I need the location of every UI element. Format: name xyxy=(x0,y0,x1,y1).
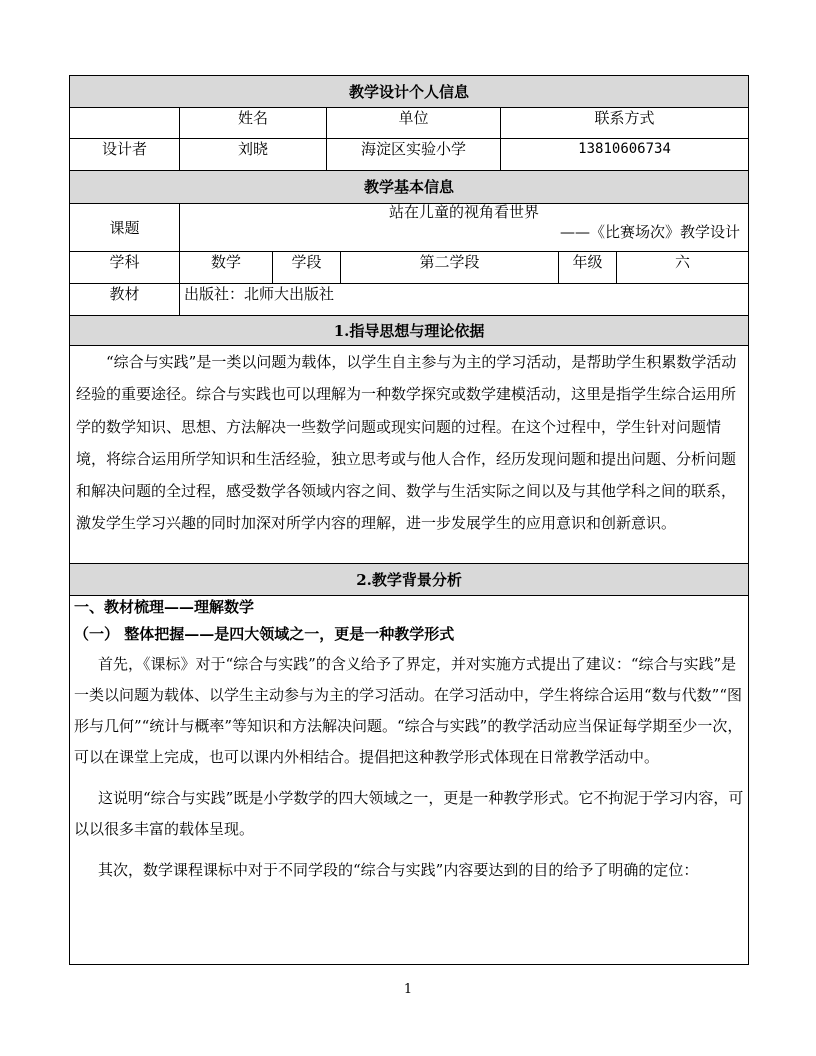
blank-cell xyxy=(70,108,180,139)
lesson-plan-table xyxy=(69,75,749,965)
page-number: 1 xyxy=(403,982,413,997)
basic-info-header-row xyxy=(70,171,749,204)
designer-name: 刘晓 xyxy=(180,139,327,171)
personal-info-header-row xyxy=(70,76,749,108)
section1-paragraph: “综合与实践”是一类以问题为载体，以学生自主参与为主的学习活动，是帮助学生积累数学活动经验的重要途径。综合与实践也可以理解为一种数学探究或数学建模活动，这里是指学生综合运用所学的数学知识、思想、方法解决一些数学问题或现实问题的过程。在这个过程中，学生针对问题情境，将综合运用所学知识和生活经验，独立思考或与他人合作，经历发现问题和提出问题、分析问题和解决问题的全过程，感受数学各领域内容之间、数学与生活实际之间以及与其他学科之间的联系，激发学生学习兴趣的同时加深对所学内容的理解，进一步发展学生的应用意识和创新意识。 xyxy=(76,353,737,533)
section2-paragraph-1: 首先，《课标》对于“综合与实践”的含义给予了界定，并对实施方式提出了建议：“综合与实践”是一类以问题为载体、以学生主动参与为主的学习活动。在学习活动中，学生将综合运用“数与代数”“图形与几何”“统计与概率”等知识和方法解决问题。“综合与实践”的教学活动应当保证每学期至少一次，可以在课堂上完成，也可以课内外相结合。提倡把这种教学形式体现在日常教学活动中。 xyxy=(74,655,743,766)
section2-body xyxy=(70,596,749,965)
section2-heading: 一、教材梳理——理解数学 xyxy=(74,598,255,616)
designer-row xyxy=(70,139,749,171)
basic-info-header: 教学基本信息 xyxy=(70,171,749,204)
section2-paragraph-3: 其次，数学课程课标中对于不同学段的“综合与实践”内容要达到的目的给予了明确的定位： xyxy=(98,861,699,879)
subject-row xyxy=(70,252,749,284)
designer-contact: 13810606734 xyxy=(501,139,749,171)
grade-label: 年级 xyxy=(559,252,617,284)
topic-subtitle: ——《比赛场次》教学设计 xyxy=(560,223,741,241)
topic-row xyxy=(70,204,749,252)
col-contact-label: 联系方式 xyxy=(501,108,749,139)
section1-header: 1.指导思想与理论依据 xyxy=(70,316,749,346)
section1-header-row xyxy=(70,316,749,346)
section2-paragraph-2: 这说明“综合与实践”既是小学数学的四大领域之一，更是一种教学形式。它不拘泥于学习内容，可以以很多丰富的载体呈现。 xyxy=(74,789,744,838)
section2-header: 2.教学背景分析 xyxy=(70,564,749,596)
col-unit-label: 单位 xyxy=(327,108,501,139)
designer-label: 设计者 xyxy=(70,139,180,171)
personal-info-header: 教学设计个人信息 xyxy=(70,76,749,108)
col-name-label: 姓名 xyxy=(180,108,327,139)
topic-label: 课题 xyxy=(70,204,180,252)
topic-cell xyxy=(180,204,749,252)
textbook-value: 出版社：北师大出版社 xyxy=(180,284,749,316)
grade-value: 六 xyxy=(617,252,749,284)
topic-title: 站在儿童的视角看世界 xyxy=(389,203,540,221)
designer-unit: 海淀区实验小学 xyxy=(327,139,501,171)
section2-body-row xyxy=(70,596,749,965)
personal-info-columns-row xyxy=(70,108,749,139)
stage-value: 第二学段 xyxy=(341,252,559,284)
textbook-label: 教材 xyxy=(70,284,180,316)
section2-header-row xyxy=(70,564,749,596)
textbook-row xyxy=(70,284,749,316)
stage-label: 学段 xyxy=(273,252,341,284)
section1-body xyxy=(70,346,749,564)
section2-subheading: （一） 整体把握——是四大领域之一，更是一种教学形式 xyxy=(74,625,455,643)
section1-body-row xyxy=(70,346,749,564)
subject-label: 学科 xyxy=(70,252,180,284)
subject-value: 数学 xyxy=(180,252,273,284)
